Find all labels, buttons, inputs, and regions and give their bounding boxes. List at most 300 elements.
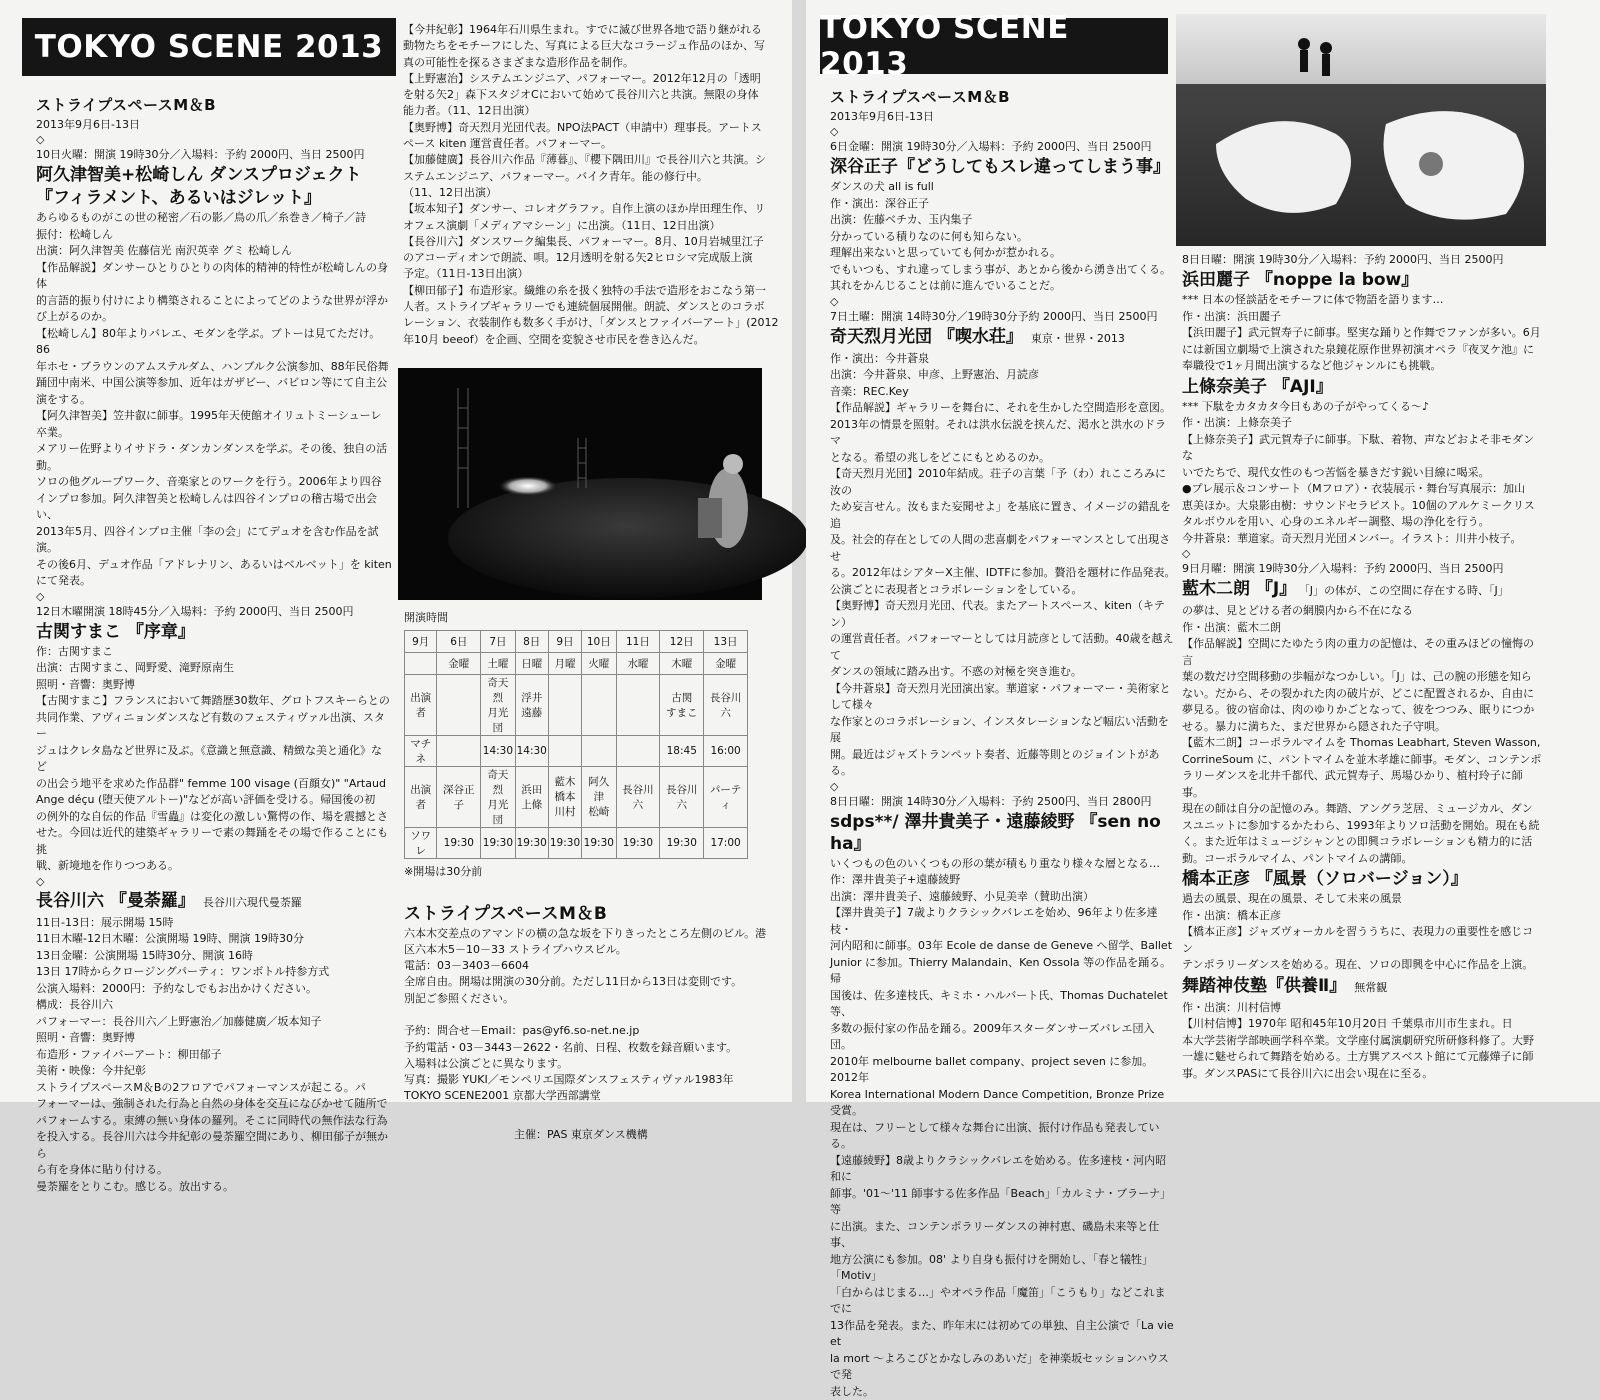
text-line — [36, 408, 392, 441]
separator — [830, 295, 1176, 309]
text-line-text: いでたちで、現代女性のもつ苦悩を暴きだす鋭い目線に喝采。 — [1182, 466, 1490, 479]
separator-text: ◇ — [830, 295, 838, 308]
text-line-text: 【藍木二朗】コーポラルマイムを Thomas Leabhart, Steven Wasson, — [1182, 736, 1540, 749]
program-title — [1182, 269, 1544, 291]
timetable-cell — [405, 652, 437, 674]
schedule-line — [830, 794, 1176, 810]
text-line — [1182, 1066, 1544, 1083]
timetable-cell: 14:30 — [515, 735, 548, 766]
timetable-cell: 藍木 橋本 川村 — [548, 766, 581, 827]
text-line-text: 11日木曜-12日木曜：公演開場 19時、開演 19時30分 — [36, 932, 304, 945]
text-line — [36, 243, 392, 260]
text-line-text: 動。コーポラルマイム、パントマイムの講師。 — [1182, 852, 1413, 865]
text-line — [1182, 768, 1544, 801]
text-line — [36, 441, 392, 474]
text-line — [1182, 1033, 1544, 1050]
sponsor: 主催：PAS 東京ダンス機構 — [514, 1127, 790, 1144]
program-title — [830, 326, 1176, 350]
text-line — [830, 955, 1176, 988]
text-line — [36, 1030, 392, 1047]
text-line: 【上野憲治】システムエンジニア、パフォーマー。2012年12月の「透明 — [403, 71, 785, 87]
text-line — [36, 644, 392, 661]
text-line-text: 【今井蒼泉】奇天烈月光団演出家。華道家・パフォーマー・美術家として様々 — [830, 682, 1170, 712]
text-line — [36, 1113, 392, 1130]
text-line — [1182, 801, 1544, 818]
text-line — [1182, 752, 1544, 769]
text-line-text: 照明・音響：奥野博 — [36, 678, 135, 691]
text-line-text: 【橋本正彦】ジャズヴォーカルを習ううちに、表現力の重要性を感じコン — [1182, 925, 1533, 955]
text-line-text: タルボウルを用い、心身のエネルギー調整、場の浄化を行う。 — [1182, 515, 1490, 528]
timetable-cell: ソワレ — [405, 827, 437, 858]
text-line — [1182, 735, 1544, 752]
text-line — [830, 598, 1176, 631]
text-line — [1182, 891, 1544, 908]
text-line-text: 2013年の情景を照射。それは洪水伝説を挟んだ、渇水と洪水のドラマ — [830, 418, 1166, 448]
timetable-cell: 月曜 — [548, 652, 581, 674]
left-page — [0, 0, 792, 1102]
text-line-text: いくつもの色のいくつもの形の葉が積もり重なり様々な層となる… — [830, 857, 1160, 870]
schedule-line-text: 8日日曜：開演 14時30分／入場料：予約 2500円、当日 2800円 — [830, 795, 1151, 808]
program-title — [1182, 376, 1544, 398]
text-line — [1182, 292, 1544, 309]
text-line-text: 振付：松崎しん — [36, 228, 113, 241]
text-line-text: ダンスの領域に踏み出す。不惑の対極を突き進む。 — [830, 665, 1082, 678]
text-line-text: テンポラリーダンスを始める。現在、ソロの即興を中心に作品を上演。 — [1182, 958, 1533, 971]
program-title — [1182, 868, 1544, 890]
schedule-line-text: 8日日曜：開演 19時30分／入場料：予約 2000円、当日 2500円 — [1182, 253, 1503, 266]
timetable-cell: 19:30 — [437, 827, 481, 858]
timetable-cell: 11日 — [616, 630, 660, 652]
text-line — [1182, 342, 1544, 359]
timetable-row-matinee — [405, 735, 748, 766]
text-line-text: 【作品解説】ダンサーひとりひとりの肉体的精神的特性が松崎しんの身体 — [36, 261, 388, 291]
text-line — [830, 582, 1176, 599]
text-line-text: 作・出演：上條奈美子 — [1182, 416, 1292, 429]
text-line — [830, 889, 1176, 906]
timetable-row-performers1 — [405, 674, 748, 735]
text-line-text: 今井蒼泉：華道家。奇天烈月光団メンバー。イラスト：川井小枝子。 — [1182, 532, 1521, 545]
text-line-text: *** 下駄をカタカタ今日もあの子がやってくる～♪ — [1182, 400, 1429, 413]
text-line-text: ない。だから、その裂かれた肉の破片が、どこに配置されるか、自由に — [1182, 687, 1534, 700]
text-line: のアコーディオンで朗読、唄。12月透明を射る矢2ヒロシマ完成版上演 — [403, 250, 785, 266]
text-line: 【坂本知子】ダンサー、コレオグラファ。自作上演のほか岸田理生作、リ — [403, 201, 785, 217]
timetable-cell: 土曜 — [481, 652, 515, 674]
timetable-cell: 火曜 — [582, 652, 616, 674]
timetable-cell: 長谷川六 — [616, 766, 660, 827]
text-line: 入場料は公演ごとに異なります。 — [404, 1056, 790, 1072]
text-line — [830, 988, 1176, 1021]
text-line-text: ラリーダンスを北井千都代、武元賀寿子、馬場ひかり、植村玲子に師事。 — [1182, 769, 1523, 799]
text-line: 予約：問合せ－Email：pas@yf6.so-net.ne.jp — [404, 1023, 790, 1039]
timetable-cell: 9月 — [405, 630, 437, 652]
text-line-text: 戦、新境地を作りつつある。 — [36, 859, 179, 872]
program-title-text: sdps**/ 澤井貴美子・遠藤綾野 『sen no ha』 — [830, 812, 1161, 854]
text-line — [830, 1120, 1176, 1153]
text-line — [36, 660, 392, 677]
program-title-text: 藍木二朗 『J』 — [1182, 579, 1296, 599]
separator-text: ◇ — [1182, 547, 1190, 560]
text-line — [1182, 481, 1544, 498]
text-line — [36, 375, 392, 392]
program-subtitle: 無常観 — [1354, 981, 1387, 994]
program-title-text: 上條奈美子 『AJI』 — [1182, 377, 1333, 397]
text-line — [1182, 957, 1544, 974]
text-line — [830, 1087, 1176, 1120]
venue-title: ストライプスペースM＆B — [830, 86, 1176, 107]
text-line-text: ら有を身体に貼り付ける。 — [36, 1163, 168, 1176]
text-line-text: 2013年5月、四谷インプロ主催「李の会」にてデュオを含む作品を試演。 — [36, 525, 379, 555]
timetable-cell: マチネ — [405, 735, 437, 766]
schedule-line — [1182, 561, 1544, 577]
text-line — [36, 981, 392, 998]
text-line — [1182, 603, 1544, 620]
text-line-text: パフォーマー：長谷川六／上野憲治／加藤健廣／坂本知子 — [36, 1015, 321, 1028]
text-line — [830, 872, 1176, 889]
timetable-cell: パーティ — [704, 766, 748, 827]
timetable-cell: 19:30 — [582, 827, 616, 858]
text-line — [1182, 1049, 1544, 1066]
text-line: 【柳田郁子】布造形家。繊維の糸を扱く独特の手法で造形をおこなう第一 — [403, 283, 785, 299]
text-line: 予定。（11日-13日出演） — [403, 266, 785, 282]
text-line-text: 及。社会的存在としての人間の悲喜劇をパフォーマンスとして出現させ — [830, 533, 1170, 563]
timetable-cell: 6日 — [437, 630, 481, 652]
text-line-text: る。2012年はシアターX主催、IDTFに参加。贅沿を題材に作品発表。 — [830, 566, 1176, 579]
timetable-cell: 出演者 — [405, 674, 437, 735]
timetable-cell: 金曜 — [704, 652, 748, 674]
program-title-text: 舞踏神伎塾『供養Ⅱ』 — [1182, 976, 1346, 996]
text-line-text: に出演。また、コンテンポラリーダンスの神村恵、磯島未来等と仕事、 — [830, 1220, 1159, 1250]
program-title-text: 浜田麗子 『noppe la bow』 — [1182, 270, 1418, 290]
program-title-text: 深谷正子『どうしてもスレ違ってしまう事』 — [830, 157, 1170, 177]
text-line — [830, 1153, 1176, 1186]
left-column-1 — [36, 88, 392, 1098]
timetable-cell: 浮井 遠藤 — [515, 674, 548, 735]
text-line — [36, 997, 392, 1014]
text-line — [1182, 851, 1544, 868]
text-line — [36, 931, 392, 948]
text-line — [36, 792, 392, 809]
text-line — [830, 466, 1176, 499]
text-line: 全席自由。開場は開演の30分前。ただし11日から13日は変則です。 — [404, 974, 790, 990]
text-line — [830, 179, 1176, 196]
timetable-cell: 16:00 — [704, 735, 748, 766]
text-line-text: Korea International Modern Dance Competition, Bronze Prize 受賞。 — [830, 1088, 1164, 1118]
program-title-text: 古関すまこ 『序章』 — [36, 622, 195, 642]
timetable-cell: 水曜 — [616, 652, 660, 674]
text-line-text: な作家とのコラボレーション、インスタレーションなど幅広い活動を展 — [830, 715, 1169, 745]
text-line — [830, 245, 1176, 262]
separator: ◇ — [36, 133, 392, 147]
text-line — [36, 474, 392, 491]
schedule-line-text: 12日木曜開演 18時45分／入場料：予約 2000円、当日 2500円 — [36, 605, 353, 618]
text-line: ステムエンジニア、パフォーマー。バイク青年。能の修行中。 — [403, 169, 785, 185]
timetable-row-head — [405, 630, 748, 652]
text-line — [36, 293, 392, 310]
timetable-cell — [582, 735, 616, 766]
program-list — [830, 139, 1176, 1400]
separator-text: ◇ — [830, 780, 838, 793]
text-line: 予約電話・03－3443－2622・名前、日程、枚数を録音願います。 — [404, 1040, 790, 1056]
text-line-text: 2010年 melbourne ballet company、project seven に参加。2012年 — [830, 1055, 1153, 1085]
text-line — [830, 196, 1176, 213]
program-title — [1182, 975, 1544, 999]
text-line-text: あらゆるものがこの世の秘密／石の影／鳥の爪／糸巻き／椅子／詩 — [36, 211, 366, 224]
text-line-text: 出演：今井蒼泉、申彦、上野憲治、月読彦 — [830, 368, 1039, 381]
text-line-text: フォーマーは、強制された行為と自然の身体を交互になびかせて随所で — [36, 1097, 387, 1110]
text-line-text: 開。最近はジャズトランペット奏者、近藤等則とのジョイントがある。 — [830, 748, 1160, 778]
text-line — [1182, 924, 1544, 957]
schedule-line — [1182, 252, 1544, 268]
text-line-text: 葉の数だけ空間移動の歩幅がなつかしい。「J」は、己の腕の形態を知ら — [1182, 670, 1532, 683]
program-title — [830, 811, 1176, 855]
text-line — [36, 964, 392, 981]
text-line-text: 13日 17時からクロージングパーティ：ワンボトル持参方式 — [36, 965, 329, 978]
schedule-line-text: 7日土曜：開演 14時30分／19時30分予約 2000円、当日 2500円 — [830, 310, 1157, 323]
separator — [830, 780, 1176, 794]
text-line — [830, 664, 1176, 681]
text-line-text: 布造形・ファイバーアート：柳田郁子 — [36, 1048, 222, 1061]
text-line — [36, 1179, 392, 1196]
text-line — [36, 693, 392, 710]
right-column-2 — [1182, 252, 1544, 1100]
text-line — [830, 212, 1176, 229]
timetable-cell — [437, 735, 481, 766]
text-line — [1182, 399, 1544, 416]
timetable-cell: 19:30 — [660, 827, 704, 858]
program-list — [36, 147, 392, 1195]
text-line — [404, 1007, 790, 1023]
text-line — [830, 1351, 1176, 1384]
text-line — [36, 1014, 392, 1031]
text-line-text: 多数の振付家の作品を踊る。2009年スターダンサーズバレエ団入団。 — [830, 1022, 1155, 1052]
text-line-text: 現在の師は自分の記憶のみ。舞踏、アングラ芝居、ミュージカル、ダン — [1182, 802, 1533, 815]
event-dates: 2013年9月6日-13日 — [830, 109, 1176, 125]
text-line-text: 現在は、フリーとして様々な舞台に出演、振付け作品も発表している。 — [830, 1121, 1160, 1151]
program-title-text: 阿久津智美+松崎しん ダンスプロジェクト — [36, 165, 361, 185]
right-column-1 — [830, 80, 1176, 1100]
program-title — [36, 621, 392, 643]
timetable-row-weekday — [405, 652, 748, 674]
text-line — [1182, 636, 1544, 669]
text-line — [830, 367, 1176, 384]
timetable-cell: 日曜 — [515, 652, 548, 674]
text-line-text: 作：澤井貴美子+遠藤綾野 — [830, 873, 960, 886]
text-line — [36, 1047, 392, 1064]
schedule-line — [36, 604, 392, 620]
text-line-text: *** 日本の怪談話をモチーフに体で物語を語ります… — [1182, 293, 1443, 306]
text-line — [36, 1096, 392, 1113]
text-line-text: la mort ～よろこびとかなしみのあいだ」を神楽坂セッションハウスで発 — [830, 1352, 1169, 1382]
text-line-text: 【松崎しん】80年よりバレエ、モダンを学ぶ。ブトーは見てただけ。86 — [36, 327, 380, 357]
text-line — [1182, 834, 1544, 851]
text-line — [36, 359, 392, 376]
text-line — [1182, 686, 1544, 703]
timetable-cell: 阿久津 松崎 — [582, 766, 616, 827]
text-line-text: 音楽：REC.Key — [830, 385, 909, 398]
text-line — [1182, 465, 1544, 482]
text-line-text: 作・演出：深谷正子 — [830, 197, 929, 210]
text-line: 区六本木5－10－33 ストライプハウスビル。 — [404, 942, 790, 958]
text-line: 【長谷川六】ダンスワーク編集長、パフォーマー。8月、10月岩城里江子 — [403, 234, 785, 250]
dancers-photo-image — [1176, 14, 1546, 246]
text-line — [1182, 1000, 1544, 1017]
timetable-cell: 古関 すまこ — [660, 674, 704, 735]
timetable-section — [404, 610, 790, 1100]
text-line-text: Junior に参加。Thierry Malandain、Ken Ossola 等の作品を踊る。帰 — [830, 956, 1171, 986]
text-line — [830, 1054, 1176, 1087]
text-line — [36, 743, 392, 776]
text-line-text: Ange déçu (堕天使アルトー)"などが高い評価を受ける。帰国後の初 — [36, 793, 375, 806]
timetable-cell: 金曜 — [437, 652, 481, 674]
text-line — [36, 1080, 392, 1097]
text-line-text: 本大学芸術学部映画学科卒業。文学座付属演劇研究所研修科修了。大野 — [1182, 1034, 1534, 1047]
text-line — [830, 938, 1176, 955]
program-subtitle: 東京・世界・2013 — [1031, 332, 1125, 345]
text-line-text: 師事。'01～'11 師事する佐多作品「Beach」「カルミナ・ブラーナ」等 — [830, 1187, 1171, 1217]
text-line-text: ジュはクレタ島など世界に及ぶ。《意識と無意識、精緻な美と通化》など — [36, 744, 382, 774]
text-line-text: パフォームする。束縛の無い身体の羅列。そこに同時代の無作法な行為 — [36, 1114, 387, 1127]
text-line-text: 【上條奈美子】武元賀寿子に師事。下駄、着物、声などおよそ非モダンな — [1182, 433, 1534, 463]
text-line-text: 【澤井貴美子】7歳よりクラシックバレエを始め、96年より佐多達枝・ — [830, 906, 1158, 936]
timetable-label: 開演時間 — [404, 610, 790, 627]
timetable-cell: 18:45 — [660, 735, 704, 766]
text-line-text: 事。ダンスPASにて長谷川六に出会い現在に至る。 — [1182, 1067, 1433, 1080]
timetable-cell: 14:30 — [481, 735, 515, 766]
text-line-text: せた。今回は近代的建築ギャラリーで素の舞踊をその場で作ることにも挑 — [36, 826, 388, 856]
text-line-text: 一雄に魅せられて舞踏を始める。土方巽アスベスト館にて元藤燁子に師 — [1182, 1050, 1534, 1063]
text-line — [830, 1318, 1176, 1351]
text-line-text: 作・出演：浜田麗子 — [1182, 310, 1281, 323]
program-title — [36, 187, 392, 209]
text-line-text: 【作品解説】空間にたゆたう肉の重力の記憶は、その重みほどの憧悔の言 — [1182, 637, 1534, 667]
text-line — [830, 1252, 1176, 1285]
text-line — [1182, 531, 1544, 548]
program-subtitle: 「J」の体が、この空間に存在する時、「J」 — [1304, 584, 1509, 597]
program-title — [36, 890, 392, 914]
text-line — [1182, 620, 1544, 637]
venue-title: ストライプスペースM＆B — [36, 94, 392, 115]
text-line — [36, 858, 392, 875]
text-line: 【奥野博】奇天烈月光団代表。NPO法PACT（申請中）理事長。アートス — [403, 120, 785, 136]
text-line-text: にて発表。 — [36, 574, 91, 587]
text-line-text: 【奥野博】奇天烈月光団、代表。またアートスペース、kiten（キテン） — [830, 599, 1165, 629]
text-line-text: 作・出演：橋本正彦 — [1182, 909, 1281, 922]
text-line-text: 出演：阿久津智美 佐藤信光 南沢英幸 グミ 松崎しん — [36, 244, 292, 257]
access-info — [404, 926, 790, 1105]
text-line-text: の例外的な自伝的作品『雪蟲』は変化の激しい驚愕の作、場を震撼とさ — [36, 810, 388, 823]
text-line-text: ●プレ展示＆コンサート（Mフロア）・衣装展示・舞台写真展示：加山 — [1182, 482, 1525, 495]
text-line — [36, 710, 392, 743]
text-line-text: 出演：澤井貴美子、遠藤綾野、小見美幸（賛助出演） — [830, 890, 1094, 903]
text-line-text: 【古関すまこ】フランスにおいて舞踏歴30数年、グロトフスキーらとの — [36, 694, 390, 707]
text-line-text: 13日金曜：公演開場 15時30分、開演 16時 — [36, 949, 253, 962]
text-line — [830, 631, 1176, 664]
text-line: レーション、衣装制作も数多く手がけ、「ダンスとファイバーアート」(2012 — [403, 315, 785, 331]
timetable-cell: 10日 — [582, 630, 616, 652]
text-line — [1182, 1016, 1544, 1033]
text-line-text: ため妄言せん。汝もまた妄聞せよ」を基底に置き、イメージの錯乱を追 — [830, 500, 1171, 530]
schedule-line-text: 9日月曜：開演 19時30分／入場料：予約 2000円、当日 2500円 — [1182, 562, 1503, 575]
text-line-text: 美術・映像：今井紀彰 — [36, 1064, 146, 1077]
text-line — [36, 1162, 392, 1179]
text-line-text: 演をする。 — [36, 393, 91, 406]
text-line-text: 「白からはじまる…」やオペラ作品「魔笛」「こうもり」などこれまでに — [830, 1286, 1166, 1316]
text-line-text: 曼荼羅をとりこむ。感じる。放出する。 — [36, 1180, 234, 1193]
schedule-line-text: 6日金曜：開演 19時30分／入場料：予約 2000円、当日 2500円 — [830, 140, 1151, 153]
text-line — [830, 384, 1176, 401]
timetable-cell: 長谷川六 — [704, 674, 748, 735]
text-line — [830, 278, 1176, 295]
text-line-text: 照明・音響：奥野博 — [36, 1031, 135, 1044]
timetable-cell — [582, 674, 616, 735]
left-column-2 — [403, 22, 785, 372]
timetable-note: ※開場は30分前 — [404, 863, 790, 879]
text-line: 動物たちをモチーフにした、写真による巨大なコラージュ作品のほか、写 — [403, 38, 785, 54]
text-line: 年10月 beeof）を企画、空間を変貌させ市民を巻き込んだ。 — [403, 332, 785, 348]
timetable-cell: 浜田 上條 — [515, 766, 548, 827]
text-line-text: く。また近年はミュージシャンとの即興コラボレーションも精力的に活 — [1182, 835, 1532, 848]
text-line — [36, 491, 392, 524]
text-line: 人者。ストライプギャラリーでも連続個展開催。朗読、ダンスとのコラボ — [403, 299, 785, 315]
timetable-cell: 奇天烈 月光団 — [481, 674, 515, 735]
text-line-text: 共同作業、アヴィニョンダンスなど有数のフェスティヴァル出演、スター — [36, 711, 385, 741]
text-line: 写真：撮影 YUKI／モンペリエ国際ダンスフェスティヴァル1983年 — [404, 1072, 790, 1088]
text-line-text: 作・出演：藍木二朗 — [1182, 621, 1281, 634]
program-subtitle: 長谷川六現代曼荼羅 — [203, 896, 302, 909]
text-line — [1182, 514, 1544, 531]
text-line-text: 【浜田麗子】武元賀寿子に師事。堅実な踊りと作舞でファンが多い。6月 — [1182, 326, 1541, 339]
text-line-text: の運営責任者。パフォーマーとしては月読彦として活動。40歳を越えて — [830, 632, 1173, 662]
program-title-text: 橋本正彦 『風景（ソロバージョン）』 — [1182, 869, 1468, 889]
text-line — [36, 557, 392, 574]
text-line — [830, 1021, 1176, 1054]
text-line: 【今井紀彰】1964年石川県生まれ。すでに滅び世界各地で語り継がれる — [403, 22, 785, 38]
text-line-text: 作：古関すまこ — [36, 645, 113, 658]
text-line-text: ストライプスペースM＆Bの2フロアでパフォーマンスが起こる。パ — [36, 1081, 366, 1094]
text-line-text: 恵美ほか。大泉影由樹：サウンドセラピスト。10個のアルケミークリス — [1182, 499, 1535, 512]
timetable-cell — [616, 735, 660, 766]
stage-photo-image — [398, 368, 762, 600]
text-line-text: を投入する。長谷川六は今井紀彰の曼荼羅空間にあり、柳田郁子が無から — [36, 1130, 388, 1160]
text-line-text: 分かっている積りなのに何も知らない。 — [830, 230, 1028, 243]
stage-photo — [398, 368, 762, 600]
timetable-cell: 19:30 — [616, 827, 660, 858]
text-line: 電話：03－3403－6604 — [404, 958, 790, 974]
text-line-text: 【阿久津智美】笠井叡に師事。1995年天使館オイリュトミーシューレ卒業。 — [36, 409, 381, 439]
text-line-text: CorrineSoum に、パントマイムを並木孝雄に師事。モダン、コンテンポ — [1182, 753, 1541, 766]
text-line-text: 作・出演：川村信博 — [1182, 1001, 1281, 1014]
text-line — [1182, 719, 1544, 736]
program-title — [1182, 578, 1544, 602]
timetable-cell: 7日 — [481, 630, 515, 652]
timetable-cell: 13日 — [704, 630, 748, 652]
text-line — [36, 948, 392, 965]
text-line — [36, 825, 392, 858]
text-line: 別記ご参照ください。 — [404, 991, 790, 1007]
text-line-text: 公演ごとに表現者とコラボレーションをしている。 — [830, 583, 1083, 596]
text-line — [36, 260, 392, 293]
text-line — [36, 809, 392, 826]
text-line: 【加藤健廣】長谷川六作品『薄暮』、『櫻下隅田川』で長谷川六と共演。シ — [403, 152, 785, 168]
text-line-text: 其れをかんじることは前に進んでいることだ。 — [830, 279, 1061, 292]
text-line-text: スユニットに参加するかたわら、1993年よりソロ活動を開始。現在も続 — [1182, 819, 1540, 832]
timetable-cell: 長谷川六 — [660, 766, 704, 827]
performer-bios — [403, 22, 785, 348]
text-line — [1182, 432, 1544, 465]
text-line — [36, 392, 392, 409]
text-line — [830, 905, 1176, 938]
text-line — [830, 417, 1176, 450]
